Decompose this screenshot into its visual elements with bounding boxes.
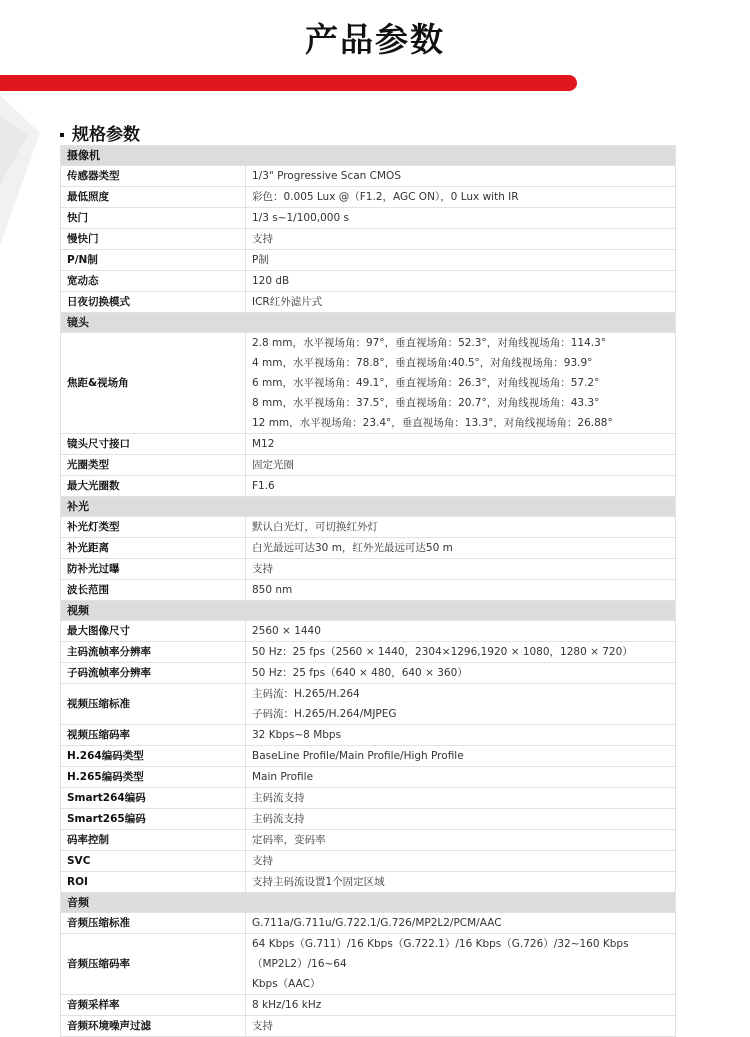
category-label: 镜头 (61, 313, 676, 333)
spec-row (61, 292, 676, 313)
spec-value (246, 788, 676, 809)
spec-value-line: G.711a/G.711u/G.722.1/G.726/MP2L2/PCM/AAC (252, 917, 502, 929)
spec-value-line: 定码率，变码率 (252, 834, 326, 846)
spec-value-line: 1/3" Progressive Scan CMOS (252, 170, 401, 182)
spec-label: 码率控制 (61, 830, 246, 851)
spec-value-line: 白光最远可达30 m，红外光最远可达50 m (252, 542, 453, 554)
spec-label: 主码流帧率分辨率 (61, 642, 246, 663)
spec-label: 宽动态 (61, 271, 246, 292)
spec-row (61, 746, 676, 767)
spec-value (246, 208, 676, 229)
spec-value-line: 6 mm，水平视场角：49.1°，垂直视场角：26.3°，对角线视场角：57.2° (252, 377, 600, 389)
spec-value-line: M12 (252, 438, 275, 450)
spec-label: 日夜切换模式 (61, 292, 246, 313)
spec-label: 最大光圈数 (61, 476, 246, 497)
spec-row (61, 271, 676, 292)
spec-label: 慢快门 (61, 229, 246, 250)
spec-row (61, 788, 676, 809)
spec-label: 焦距&视场角 (61, 333, 246, 434)
spec-label: 视频压缩标准 (61, 684, 246, 725)
spec-value-line: 彩色：0.005 Lux @（F1.2，AGC ON），0 Lux with IR (252, 191, 519, 203)
spec-value-line: 4 mm，水平视场角：78.8°，垂直视场角:40.5°，对角线视场角：93.9° (252, 357, 593, 369)
spec-value-line: 850 nm (252, 584, 293, 596)
spec-value (246, 166, 676, 187)
spec-value-line: 8 kHz/16 kHz (252, 999, 322, 1011)
category-label: 补光 (61, 497, 676, 517)
spec-label: 音频压缩标准 (61, 913, 246, 934)
spec-value-line: 8 mm，水平视场角：37.5°，垂直视场角：20.7°，对角线视场角：43.3° (252, 397, 600, 409)
spec-value (246, 455, 676, 476)
spec-value (246, 187, 676, 208)
spec-value-line: BaseLine Profile/Main Profile/High Profile (252, 750, 464, 762)
spec-row (61, 250, 676, 271)
spec-value-line: 支持 (252, 855, 273, 867)
spec-value (246, 995, 676, 1016)
spec-value (246, 580, 676, 601)
spec-label: P/N制 (61, 250, 246, 271)
spec-label: 镜头尺寸接口 (61, 434, 246, 455)
section-heading (60, 120, 140, 145)
page-title: 产品参数 (305, 20, 445, 59)
spec-label: 补光灯类型 (61, 517, 246, 538)
spec-row (61, 538, 676, 559)
spec-value (246, 538, 676, 559)
spec-value-line: 支持主码流设置1个固定区域 (252, 876, 385, 888)
spec-value (246, 333, 676, 434)
spec-value-line: 支持 (252, 233, 273, 245)
spec-row (61, 621, 676, 642)
spec-label: 音频采样率 (61, 995, 246, 1016)
spec-label: 音频环境噪声过滤 (61, 1016, 246, 1037)
spec-row (61, 229, 676, 250)
spec-row (61, 830, 676, 851)
spec-row (61, 809, 676, 830)
spec-row (61, 580, 676, 601)
spec-label: 音频压缩码率 (61, 934, 246, 995)
spec-value-line: 子码流：H.265/H.264/MJPEG (252, 708, 397, 720)
spec-label: 光圈类型 (61, 455, 246, 476)
spec-value-line: 支持 (252, 563, 273, 575)
spec-value-line: 主码流支持 (252, 792, 305, 804)
spec-label: 子码流帧率分辨率 (61, 663, 246, 684)
spec-row (61, 166, 676, 187)
spec-row (61, 684, 676, 725)
spec-row (61, 1016, 676, 1037)
spec-row (61, 872, 676, 893)
spec-value-line: 64 Kbps（G.711）/16 Kbps（G.722.1）/16 Kbps（G.726）/32~160 Kbps（MP2L2）/16~64 (252, 938, 629, 970)
spec-value-line: 50 Hz：25 fps（640 × 480，640 × 360） (252, 667, 468, 679)
spec-value (246, 1016, 676, 1037)
spec-row (61, 663, 676, 684)
category-row (61, 146, 676, 166)
spec-value-line: 默认白光灯，可切换红外灯 (252, 521, 378, 533)
spec-row (61, 455, 676, 476)
spec-value (246, 725, 676, 746)
spec-label: 最大图像尺寸 (61, 621, 246, 642)
category-row (61, 497, 676, 517)
spec-row (61, 187, 676, 208)
background-decoration (0, 95, 60, 245)
spec-value (246, 434, 676, 455)
category-label: 视频 (61, 601, 676, 621)
spec-row (61, 767, 676, 788)
spec-row (61, 995, 676, 1016)
spec-value (246, 642, 676, 663)
spec-value-line: 2.8 mm，水平视场角：97°，垂直视场角：52.3°，对角线视场角：114.3° (252, 337, 607, 349)
spec-label: 防补光过曝 (61, 559, 246, 580)
spec-row (61, 725, 676, 746)
spec-value (246, 271, 676, 292)
spec-value (246, 851, 676, 872)
spec-label: 波长范围 (61, 580, 246, 601)
spec-value (246, 517, 676, 538)
spec-label: ROI (61, 872, 246, 893)
bullet-icon (60, 133, 64, 137)
category-row (61, 893, 676, 913)
spec-label: 快门 (61, 208, 246, 229)
spec-value (246, 229, 676, 250)
spec-value (246, 872, 676, 893)
spec-value-line: 32 Kbps~8 Mbps (252, 729, 342, 741)
section-heading-text: 规格参数 (72, 125, 140, 145)
category-row (61, 601, 676, 621)
spec-value (246, 621, 676, 642)
spec-row (61, 208, 676, 229)
spec-value-line: 主码流：H.265/H.264 (252, 688, 360, 700)
spec-row (61, 333, 676, 434)
spec-value-line: 120 dB (252, 275, 290, 287)
spec-label: Smart264编码 (61, 788, 246, 809)
spec-label: 视频压缩码率 (61, 725, 246, 746)
spec-label: 传感器类型 (61, 166, 246, 187)
spec-value-line: 1/3 s~1/100,000 s (252, 212, 349, 224)
spec-label: H.264编码类型 (61, 746, 246, 767)
spec-label: 补光距离 (61, 538, 246, 559)
spec-value-line: F1.6 (252, 480, 275, 492)
spec-row (61, 913, 676, 934)
spec-value-line: Main Profile (252, 771, 314, 783)
spec-label: Smart265编码 (61, 809, 246, 830)
category-label: 摄像机 (61, 146, 676, 166)
spec-row (61, 517, 676, 538)
spec-value-line: 固定光圈 (252, 459, 294, 471)
spec-value (246, 476, 676, 497)
spec-value-line: ICR红外滤片式 (252, 296, 323, 308)
spec-value (246, 663, 676, 684)
spec-value (246, 559, 676, 580)
spec-value (246, 684, 676, 725)
spec-label: SVC (61, 851, 246, 872)
spec-value (246, 934, 676, 995)
spec-value-line: 50 Hz：25 fps（2560 × 1440，2304×1296,1920 × 1080，1280 × 720） (252, 646, 633, 658)
spec-value (246, 830, 676, 851)
spec-value (246, 767, 676, 788)
spec-label: H.265编码类型 (61, 767, 246, 788)
spec-value (246, 250, 676, 271)
spec-row (61, 934, 676, 995)
spec-value-line: 12 mm，水平视场角：23.4°，垂直视场角：13.3°，对角线视场角：26.88° (252, 417, 613, 429)
spec-row (61, 476, 676, 497)
spec-table (60, 145, 676, 1037)
spec-row (61, 642, 676, 663)
spec-value-line: 2560 × 1440 (252, 625, 321, 637)
category-label: 音频 (61, 893, 676, 913)
spec-value-line: 支持 (252, 1020, 273, 1032)
category-row (61, 313, 676, 333)
spec-value-line: P制 (252, 254, 269, 266)
spec-row (61, 434, 676, 455)
spec-value (246, 913, 676, 934)
spec-label: 最低照度 (61, 187, 246, 208)
header-accent-bar (0, 75, 577, 91)
spec-value (246, 809, 676, 830)
spec-value-line: Kbps（AAC） (252, 978, 321, 990)
spec-row (61, 851, 676, 872)
spec-value (246, 292, 676, 313)
spec-value-line: 主码流支持 (252, 813, 305, 825)
spec-value (246, 746, 676, 767)
spec-row (61, 559, 676, 580)
spec-table-body (61, 146, 676, 1037)
